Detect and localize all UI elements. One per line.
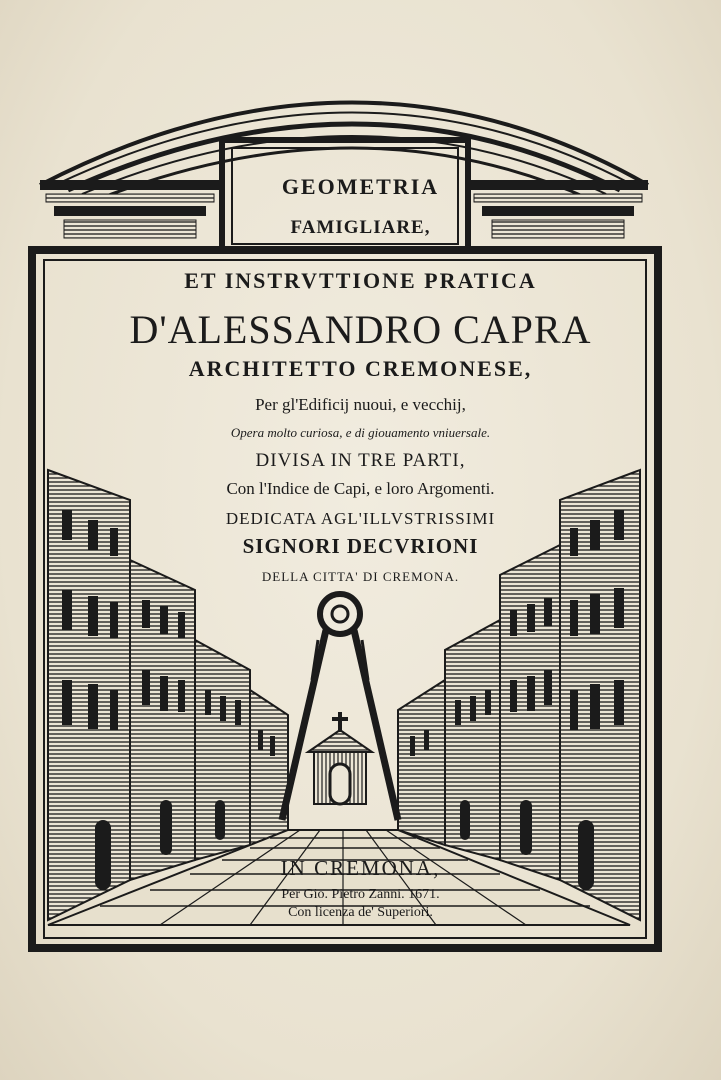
cross-icon: [332, 712, 348, 732]
imprint-place: IN CREMONA,: [280, 856, 441, 880]
chapel: [308, 730, 372, 804]
title-line-1: GEOMETRIA: [281, 174, 440, 199]
title-line-2: FAMIGLIARE,: [290, 217, 431, 238]
dedication-line-3: DELLA CITTA' DI CREMONA.: [261, 569, 460, 584]
dedication-line-1: DEDICATA AGL'ILLVSTRISSIMI: [225, 509, 496, 528]
index-line: Con l'Indice de Capi, e loro Argomenti.: [226, 479, 495, 498]
imprint-license: Con licenza de' Superiori.: [288, 905, 433, 920]
title-line-3: ET INSTRVTTIONE PRATICA: [184, 268, 537, 293]
dedication-line-2: SIGNORI DECVRIONI: [242, 534, 479, 558]
imprint-printer: Per Gio. Pietro Zanni. 1671.: [281, 887, 440, 902]
parts-line: DIVISA IN TRE PARTI,: [255, 450, 466, 471]
subtitle-line-2: Opera molto curiosa, e di giouamento vniuersale.: [230, 425, 491, 440]
subtitle-line-1: Per gl'Edificij nuoui, e vecchij,: [255, 395, 466, 414]
author-title: ARCHITETTO CREMONESE,: [188, 356, 533, 381]
author-name: D'ALESSANDRO CAPRA: [129, 307, 592, 352]
